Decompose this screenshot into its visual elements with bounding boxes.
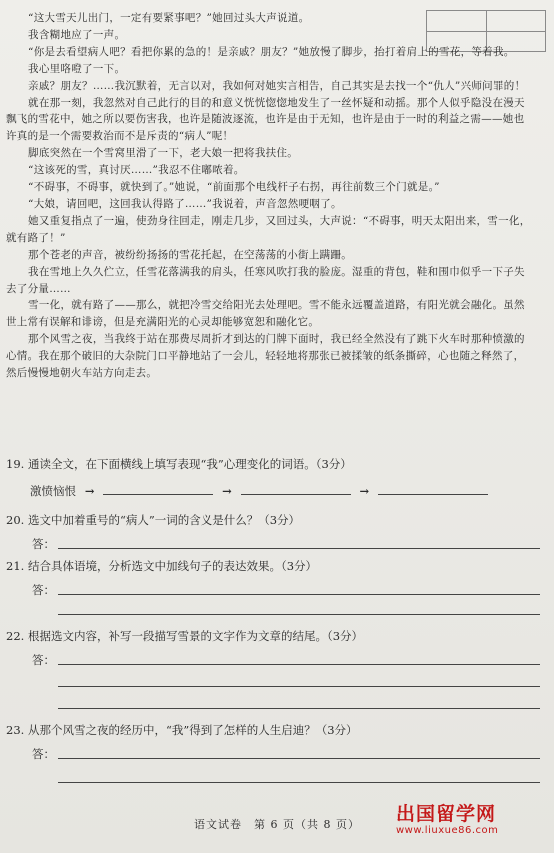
paragraph: 她又重复指点了一遍，使劲身往回走，刚走几步，又回过头，大声说：“不碍事，明天太阳出来，雪一化，就有路了！”: [6, 214, 531, 244]
answer-prefix: 答：: [32, 583, 55, 597]
paragraph: 我含糊地应了一声。: [28, 28, 126, 41]
answer-line[interactable]: [58, 614, 540, 615]
paragraph: 脚底突然在一个雪窝里滑了一下，老大娘一把将我扶住。: [28, 147, 299, 160]
paragraph: 就在那一刻，我忽然对自己此行的目的和意义恍恍惚惚地发生了一丝怀疑和动摇。那个人似乎隐没在漫天飘飞的雪花中，她之所以要伤害我，也许是随波逐流，也许是由于无知，也许是由于一时的利益之需——她也许真的是一个需要救治而不是斥责的“病人”呢！: [6, 96, 525, 143]
paragraph: “大娘，请回吧，这回我认得路了……”我说着，声音忽然哽咽了。: [28, 197, 342, 210]
score-cell: [427, 11, 487, 31]
paragraph: “你是去看望病人吧？看把你累的急的！是亲戚？朋友？”她放慢了脚步，抬打着肩上的雪花，等着我。: [28, 45, 515, 58]
answer-line[interactable]: [58, 758, 540, 759]
watermark-url: www.liuxue86.com: [396, 825, 499, 836]
answer-prefix: 答：: [32, 653, 55, 667]
answer-line[interactable]: [58, 664, 540, 665]
question-22: [6, 628, 546, 644]
question-text: 根据选文内容，补写一段描写雪景的文字作为文章的结尾。（3分）: [27, 629, 364, 643]
answer-blank[interactable]: [378, 482, 488, 495]
site-watermark: [396, 803, 546, 843]
question-number: 19.: [6, 457, 25, 471]
paragraph: 那个风雪之夜，当我终于站在那费尽周折才到达的门牌下面时，我已经全然没有了跳下火车时那种愤激的心情。我在那个破旧的大杂院门口平静地站了一会儿，轻轻地将那张已被揉皱的纸条撕碎，心也随之释然了，然后慢慢地朝火车站方向走去。: [6, 333, 525, 380]
paragraph: 我心里咯噔了一下。: [28, 62, 126, 75]
question-23: [6, 722, 546, 738]
paragraph: 那个苍老的声音，被纷纷扬扬的雪花托起，在空荡荡的小街上蹒跚。: [28, 248, 353, 261]
arrow-icon: →: [222, 484, 232, 498]
paragraph: 我在雪地上久久伫立，任雪花落满我的肩头，任寒风吹打我的脸庞。湿重的背包，鞋和围巾似乎一下子失去了分量……: [6, 265, 525, 295]
question-number: 23.: [6, 723, 25, 737]
answer-prefix: 答：: [32, 537, 55, 551]
paragraph: 雪一化，就有路了——那么，就把冷雪交给阳光去处理吧。雪不能永远覆盖道路，有阳光就会融化。虽然世上常有误解和诽谤，但是充满阳光的心灵却能够宽恕和融化它。: [6, 299, 525, 329]
answer-prefix: 答：: [32, 747, 55, 761]
answer-line[interactable]: [58, 782, 540, 783]
question-text: 选文中加着重号的“病人”一词的含义是什么？（3分）: [27, 513, 301, 527]
answer-line[interactable]: [58, 548, 540, 549]
arrow-icon: →: [359, 484, 370, 498]
question-21: [6, 558, 546, 574]
paragraph: 亲戚？朋友？……我沉默着，无言以对，我如何对她实言相告，自己其实是去找一个“仇人”兴师问罪的！: [28, 79, 526, 92]
paragraph: “这该死的雪，真讨厌……”我忍不住嘟哝着。: [28, 164, 245, 177]
score-cell: [487, 11, 546, 31]
answer-line[interactable]: [58, 594, 540, 595]
paragraph: “这大雪天儿出门，一定有要紧事吧？”她回过头大声说道。: [28, 12, 310, 24]
question-text: 从那个风雪之夜的经历中，“我”得到了怎样的人生启迪？（3分）: [27, 723, 358, 737]
question-20: [6, 512, 546, 528]
question-text: 通读全文，在下面横线上填写表现“我”心理变化的词语。（3分）: [27, 457, 352, 471]
reading-passage: [6, 10, 531, 382]
paragraph: “不碍事，不碍事，就快到了。”她说，“前面那个电线杆子右拐，再往前数三个门就是。”: [28, 181, 440, 194]
answer-blank[interactable]: [103, 482, 213, 495]
question-text: 结合具体语境，分析选文中加线句子的表达效果。（3分）: [27, 559, 318, 573]
question-number: 22.: [6, 629, 25, 643]
question-number: 20.: [6, 513, 25, 527]
watermark-title: 出国留学网: [396, 803, 497, 825]
answer-line[interactable]: [58, 708, 540, 709]
chain-start-word: 激愤恼恨: [30, 484, 76, 498]
page-footer: 语文试卷 第 6 页（共 8 页）: [194, 818, 360, 831]
answer-blank[interactable]: [241, 482, 351, 495]
emotion-chain: [30, 482, 488, 499]
question-19: [6, 456, 546, 498]
arrow-icon: →: [84, 484, 95, 498]
answer-line[interactable]: [58, 686, 540, 687]
question-number: 21.: [6, 559, 25, 573]
